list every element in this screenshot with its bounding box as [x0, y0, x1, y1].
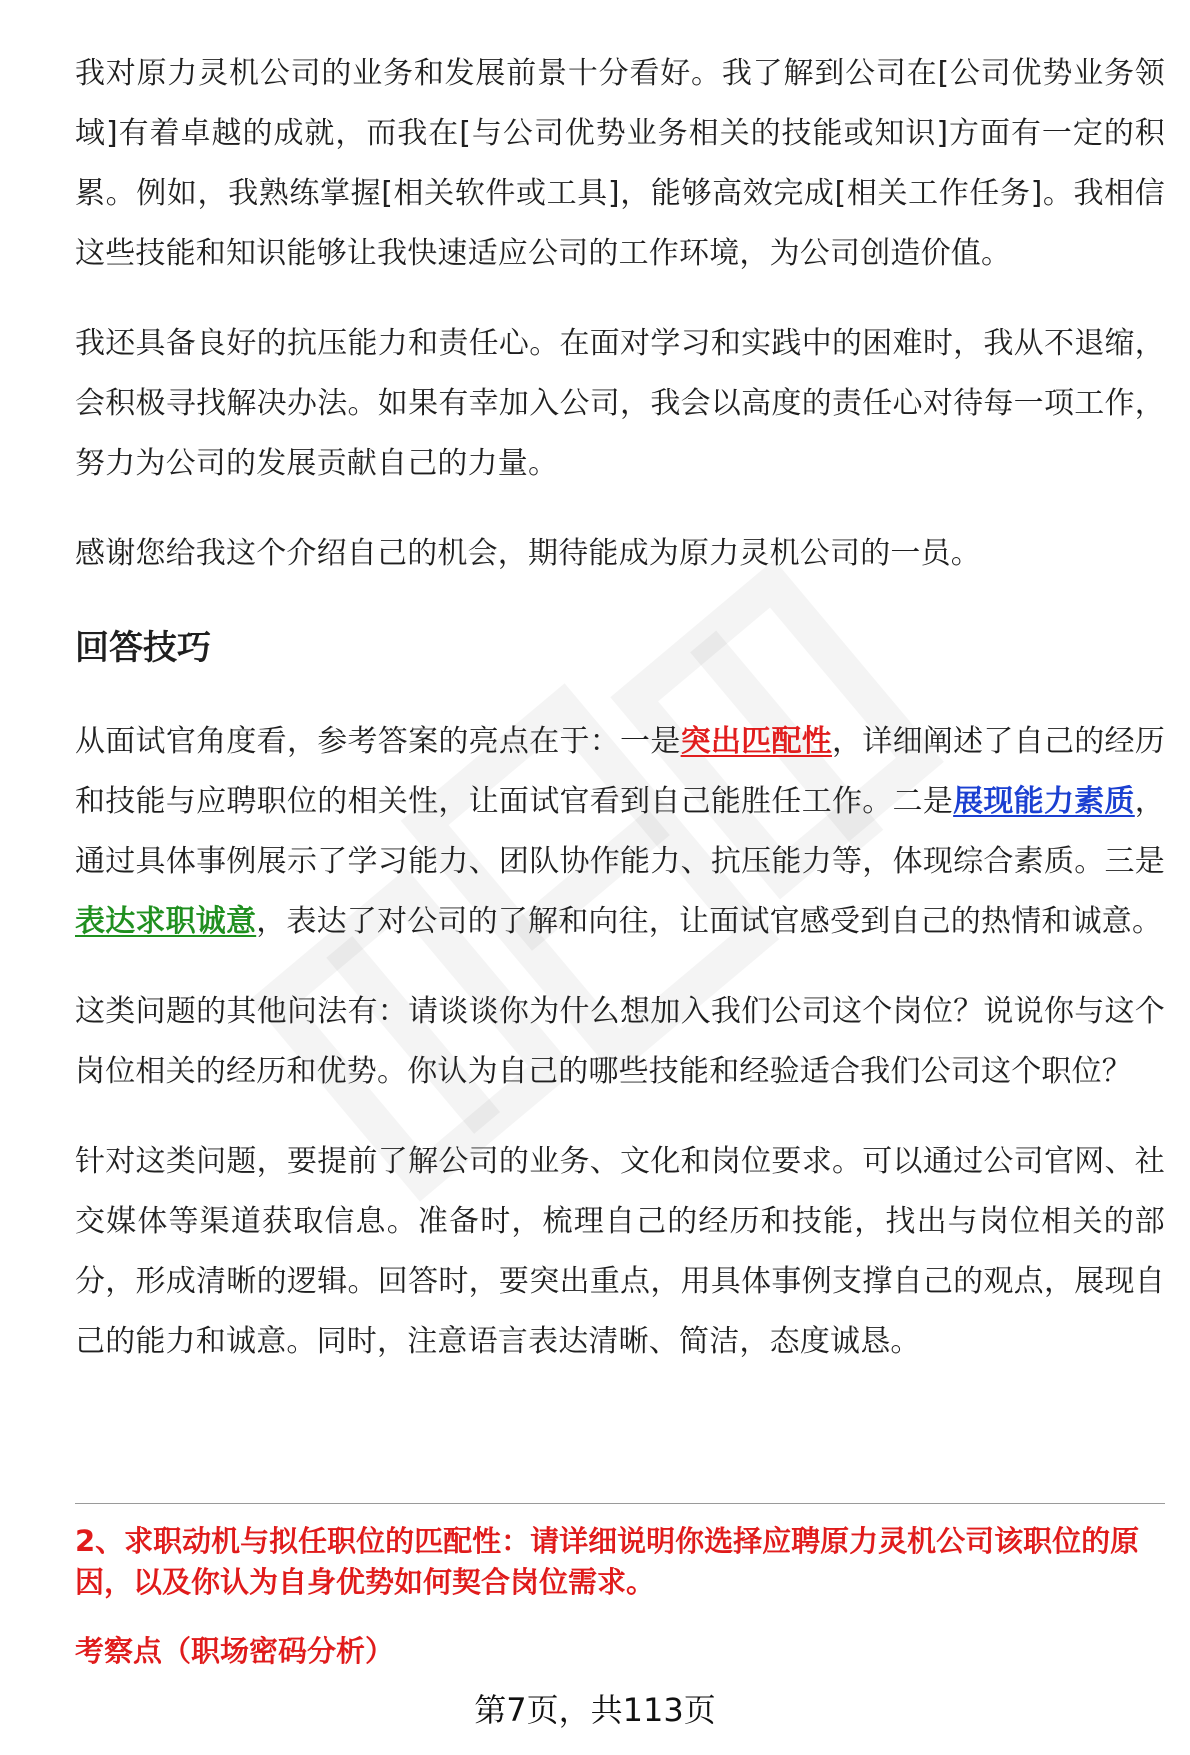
paragraph-resilience: 我还具备良好的抗压能力和责任心。在面对学习和实践中的困难时，我从不退缩，会积极寻找解决办法。如果有幸加入公司，我会以高度的责任心对待每一项工作，努力为公司的发展贡献自己的力量。	[75, 326, 1165, 481]
highlight-ability: 展现能力素质	[953, 784, 1135, 819]
paragraph-preparation-advice: 针对这类问题，要提前了解公司的业务、文化和岗位要求。可以通过公司官网、社交媒体等渠道获取信息。准备时，梳理自己的经历和技能，找出与岗位相关的部分，形成清晰的逻辑。回答时，要突出重点，用具体事例支撑自己的观点，展现自己的能力和诚意。同时，注意语言表达清晰、简洁，态度诚恳。	[75, 1144, 1165, 1359]
section-heading: 回答技巧	[75, 628, 211, 668]
tips-text-3: ，通过具体事例展示了学习能力、团队协作能力、抗压能力等，体现综合素质。三是	[75, 784, 1165, 879]
highlight-sincerity: 表达求职诚意	[75, 904, 257, 939]
assessment-point-label: 考察点（职场密码分析）	[75, 1634, 395, 1668]
tips-text-4: ，表达了对公司的了解和向往，让面试官感受到自己的热情和诚意。	[256, 904, 1163, 939]
question-2-text: 2、求职动机与拟任职位的匹配性：请详细说明你选择应聘原力灵机公司该职位的原因，以及你认为自身优势如何契合岗位需求。	[75, 1524, 1140, 1599]
page-number: 第7页，共113页	[474, 1691, 716, 1729]
tips-text-1: 从面试官角度看，参考答案的亮点在于：一是	[75, 724, 681, 759]
paragraph-alternative-questions: 这类问题的其他问法有：请谈谈你为什么想加入我们公司这个岗位？说说你与这个岗位相关的经历和优势。你认为自己的哪些技能和经验适合我们公司这个职位？	[75, 994, 1165, 1089]
paragraph-thanks: 感谢您给我这个介绍自己的机会，期待能成为原力灵机公司的一员。	[75, 536, 981, 571]
highlight-match: 突出匹配性	[680, 724, 833, 759]
section-divider	[75, 1503, 1165, 1504]
tips-text-2: ，详细阐述了自己的经历和技能与应聘职位的相关性，让面试官看到自己能胜任工作。二是	[75, 724, 1166, 819]
paragraph-business-outlook: 我对原力灵机公司的业务和发展前景十分看好。我了解到公司在[公司优势业务领域]有着卓越的成就，而我在[与公司优势业务相关的技能或知识]方面有一定的积累。例如，我熟练掌握[相关软件或工具]，能够高效完成[相关工作任务]。我相信这些技能和知识能够让我快速适应公司的工作环境，为公司创造价值。	[75, 56, 1165, 271]
paragraph-tips-highlights	[75, 712, 1165, 952]
document-body	[75, 44, 1165, 1372]
